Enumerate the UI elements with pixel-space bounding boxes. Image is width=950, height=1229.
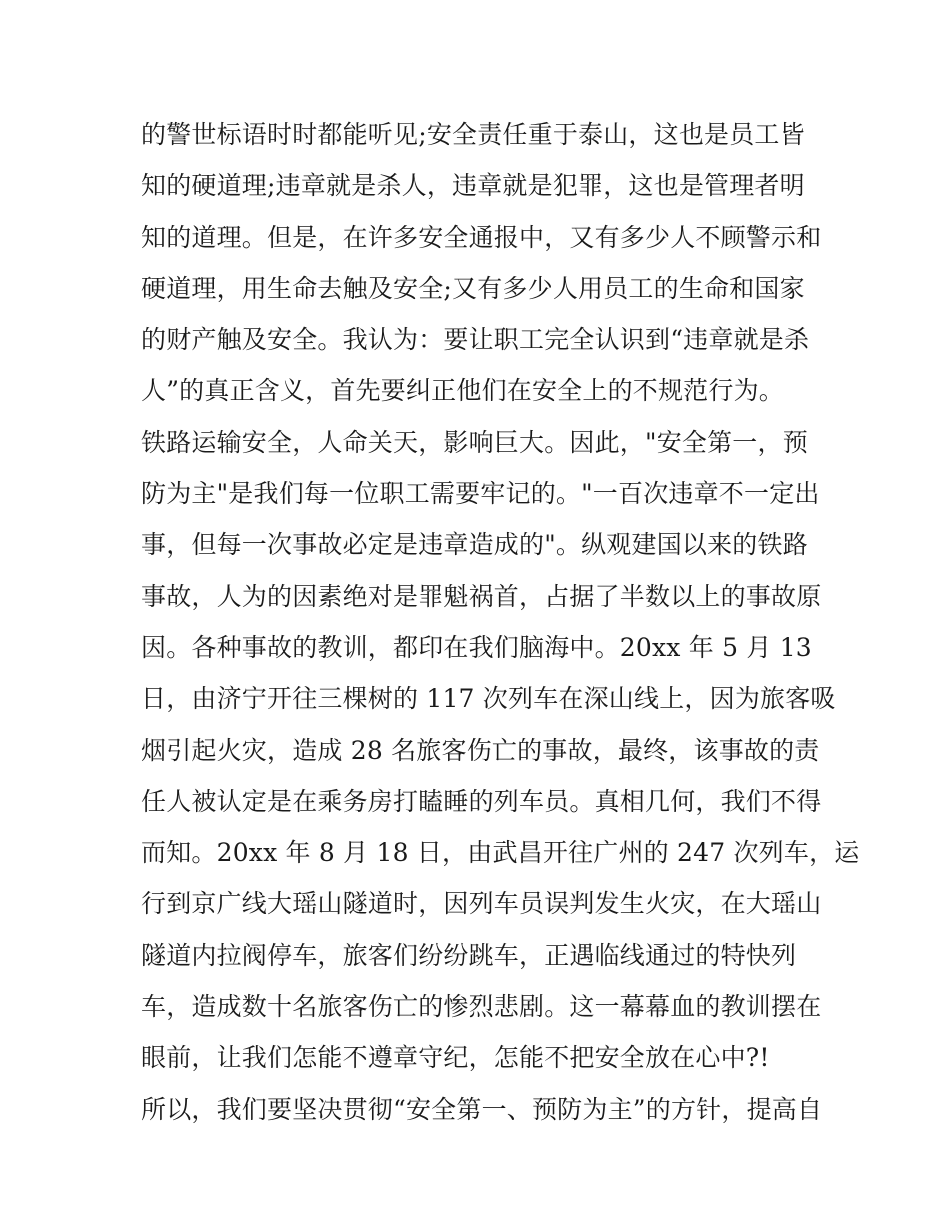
text-line: 人”的真正含义，首先要纠正他们在安全上的不规范行为。 bbox=[141, 376, 784, 406]
text-line: 事，但每一次事故必定是违章造成的"。纵观建国以来的铁路 bbox=[141, 530, 808, 560]
text-line: 硬道理，用生命去触及安全;又有多少人用员工的生命和国家 bbox=[141, 273, 805, 303]
text-line: 的财产触及安全。我认为：要让职工完全认识到“违章就是杀 bbox=[141, 325, 810, 355]
text-line: 事故，人为的因素绝对是罪魁祸首，占据了半数以上的事故原 bbox=[141, 581, 822, 611]
text-line: 的警世标语时时都能听见;安全责任重于泰山，这也是员工皆 bbox=[141, 120, 805, 149]
text-line: 知的道理。但是，在许多安全通报中，又有多少人不顾警示和 bbox=[141, 222, 822, 252]
text-line: 日，由济宁开往三棵树的 117 次列车在深山线上，因为旅客吸 bbox=[141, 684, 836, 714]
text-line: 隧道内拉阀停车，旅客们纷纷跳车，正遇临线通过的特快列 bbox=[141, 940, 797, 970]
text-line: 知的硬道理;违章就是杀人，违章就是犯罪，这也是管理者明 bbox=[141, 171, 805, 201]
text-line: 因。各种事故的教训，都印在我们脑海中。20xx 年 5 月 13 bbox=[141, 632, 812, 662]
text-line: 而知。20xx 年 8 月 18 日，由武昌开往广州的 247 次列车，运 bbox=[141, 838, 860, 868]
text-line: 行到京广线大瑶山隧道时，因列车员误判发生火灾，在大瑶山 bbox=[141, 889, 822, 919]
text-line: 烟引起火灾，造成 28 名旅客伤亡的事故，最终，该事故的责 bbox=[141, 735, 820, 765]
text-line: 车，造成数十名旅客伤亡的惨烈悲剧。这一幕幕血的教训摆在 bbox=[141, 992, 822, 1022]
text-line: 眼前，让我们怎能不遵章守纪，怎能不把安全放在心中?! bbox=[141, 1043, 770, 1073]
body-text bbox=[141, 109, 860, 1135]
text-line: 铁路运输安全，人命关天，影响巨大。因此，"安全第一，预 bbox=[141, 427, 808, 457]
text-line: 所以，我们要坚决贯彻“安全第一、预防为主”的方针，提高自 bbox=[141, 1094, 823, 1124]
text-line: 任人被认定是在乘务房打瞌睡的列车员。真相几何，我们不得 bbox=[141, 786, 822, 816]
text-line: 防为主"是我们每一位职工需要牢记的。"一百次违章不一定出 bbox=[141, 479, 820, 509]
